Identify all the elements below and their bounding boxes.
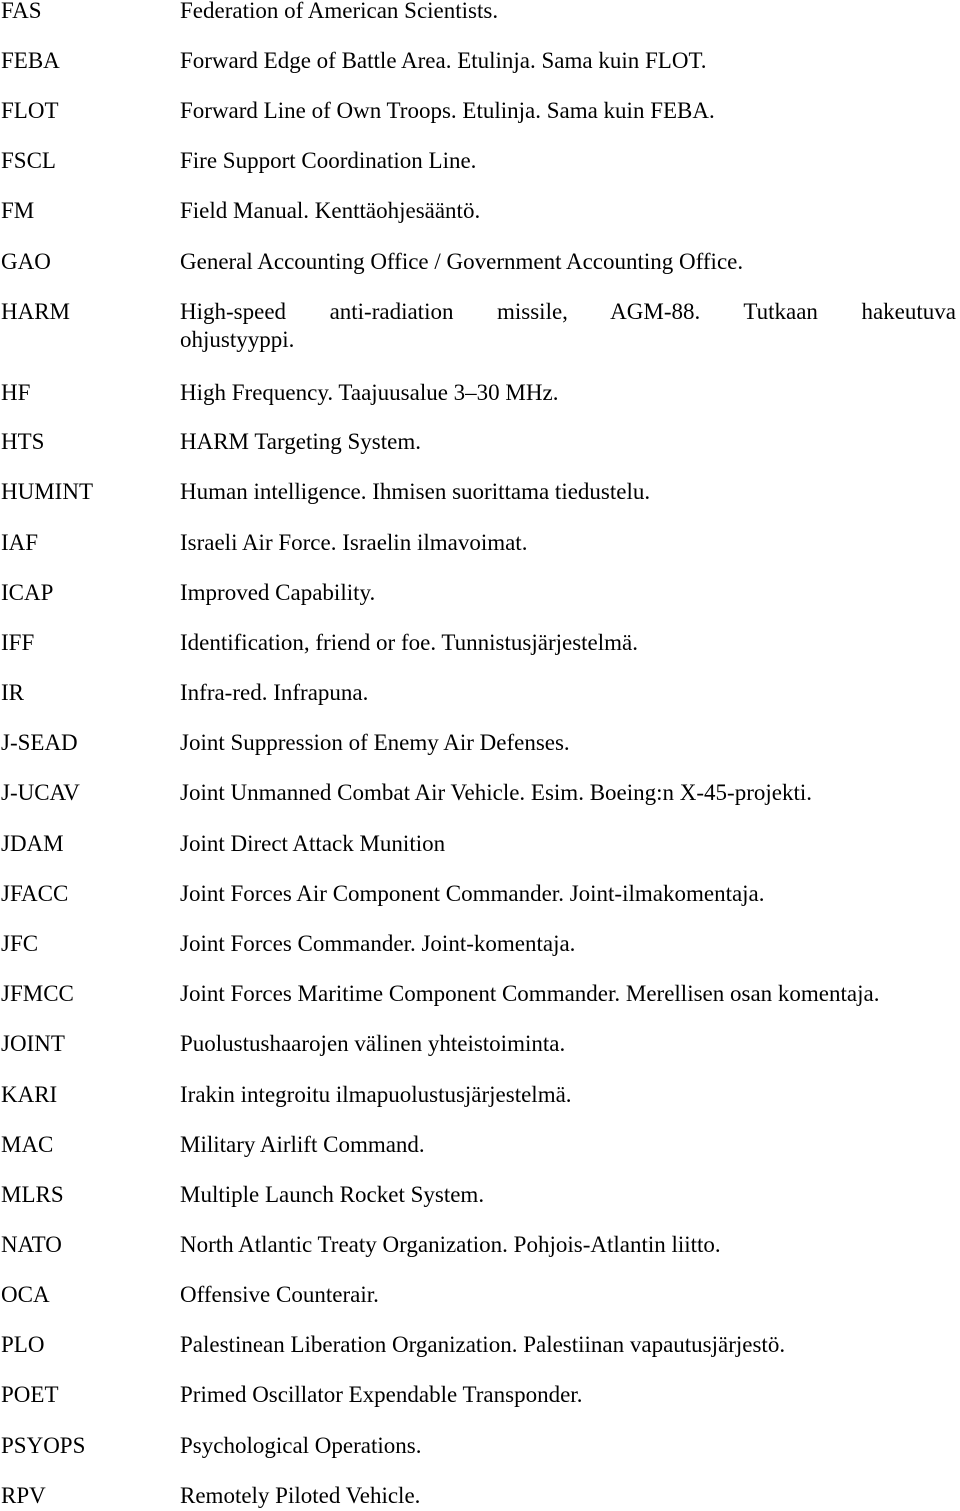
- entry-definition: Military Airlift Command.: [180, 1132, 425, 1157]
- entry-definition: Primed Oscillator Expendable Transponder.: [180, 1382, 583, 1407]
- entry-definition: Joint Direct Attack Munition: [180, 831, 446, 856]
- entry-abbreviation: HARM: [1, 299, 71, 324]
- entry-abbreviation: IR: [1, 680, 24, 705]
- entry-definition: Joint Forces Air Component Commander. Joint-ilmakomentaja.: [180, 881, 765, 906]
- entry-abbreviation: FEBA: [1, 48, 60, 73]
- entry-definition: Federation of American Scientists.: [180, 0, 499, 23]
- entry-definition: Joint Forces Maritime Component Commander. Merellisen osan komentaja.: [180, 981, 880, 1006]
- entry-abbreviation: RPV: [1, 1483, 46, 1508]
- entry-definition: Remotely Piloted Vehicle.: [180, 1483, 421, 1508]
- entry-abbreviation: GAO: [1, 249, 51, 274]
- entry-definition: Field Manual. Kenttäohjesääntö.: [180, 198, 481, 223]
- entry-definition: Joint Forces Commander. Joint-komentaja.: [180, 931, 576, 956]
- entry-definition: Identification, friend or foe. Tunnistusjärjestelmä.: [180, 630, 638, 655]
- entry-abbreviation: MLRS: [1, 1182, 64, 1207]
- entry-definition: Human intelligence. Ihmisen suorittama tiedustelu.: [180, 479, 651, 504]
- entry-definition: Forward Line of Own Troops. Etulinja. Sama kuin FEBA.: [180, 98, 715, 123]
- entry-definition: North Atlantic Treaty Organization. Pohjois-Atlantin liitto.: [180, 1232, 721, 1257]
- entry-abbreviation: POET: [1, 1382, 59, 1407]
- entry-definition: Fire Support Coordination Line.: [180, 148, 477, 173]
- entry-definition: Multiple Launch Rocket System.: [180, 1182, 485, 1207]
- entry-abbreviation: FLOT: [1, 98, 59, 123]
- entry-abbreviation: HF: [1, 380, 31, 405]
- entry-abbreviation: OCA: [1, 1282, 50, 1307]
- entry-abbreviation: IAF: [1, 530, 39, 555]
- entry-abbreviation: ICAP: [1, 580, 54, 605]
- entry-abbreviation: J-SEAD: [1, 730, 78, 755]
- entry-definition: Offensive Counterair.: [180, 1282, 379, 1307]
- entry-definition: Joint Suppression of Enemy Air Defenses.: [180, 730, 570, 755]
- entry-abbreviation: PLO: [1, 1332, 45, 1357]
- entry-abbreviation: JFACC: [1, 881, 69, 906]
- entry-definition: Palestinean Liberation Organization. Palestiinan vapautusjärjestö.: [180, 1332, 786, 1357]
- entry-definition: HARM Targeting System.: [180, 429, 421, 454]
- entry-definition: Joint Unmanned Combat Air Vehicle. Esim. Boeing:n X-45-projekti.: [180, 780, 812, 805]
- entry-abbreviation: HTS: [1, 429, 45, 454]
- entry-abbreviation: FAS: [1, 0, 42, 23]
- entry-definition: Infra-red. Infrapuna.: [180, 680, 369, 705]
- entry-abbreviation: NATO: [1, 1232, 62, 1257]
- entry-definition: Israeli Air Force. Israelin ilmavoimat.: [180, 530, 528, 555]
- entry-abbreviation: JFC: [1, 931, 39, 956]
- entry-abbreviation: FM: [1, 198, 35, 223]
- entry-definition: Improved Capability.: [180, 580, 376, 605]
- entry-abbreviation: PSYOPS: [1, 1433, 86, 1458]
- entry-definition: General Accounting Office / Government Accounting Office.: [180, 249, 744, 274]
- entry-definition-line: High-speed anti-radiation missile, AGM-88. Tutkaan hakeutuva: [180, 299, 956, 324]
- entry-definition: Puolustushaarojen välinen yhteistoiminta.: [180, 1031, 566, 1056]
- entry-abbreviation: KARI: [1, 1082, 58, 1107]
- entry-abbreviation: FSCL: [1, 148, 56, 173]
- entry-abbreviation: JDAM: [1, 831, 64, 856]
- entry-definition: Psychological Operations.: [180, 1433, 422, 1458]
- entry-abbreviation: MAC: [1, 1132, 54, 1157]
- entry-definition-line: ohjustyyppi.: [180, 327, 295, 352]
- entry-abbreviation: JOINT: [1, 1031, 65, 1056]
- entry-abbreviation: IFF: [1, 630, 35, 655]
- entry-definition: [180, 298, 956, 354]
- entry-abbreviation: JFMCC: [1, 981, 74, 1006]
- entry-definition: High Frequency. Taajuusalue 3–30 MHz.: [180, 380, 559, 405]
- entry-abbreviation: J-UCAV: [1, 780, 80, 805]
- entry-definition: Forward Edge of Battle Area. Etulinja. Sama kuin FLOT.: [180, 48, 707, 73]
- entry-definition: Irakin integroitu ilmapuolustusjärjestelmä.: [180, 1082, 572, 1107]
- entry-abbreviation: HUMINT: [1, 479, 93, 504]
